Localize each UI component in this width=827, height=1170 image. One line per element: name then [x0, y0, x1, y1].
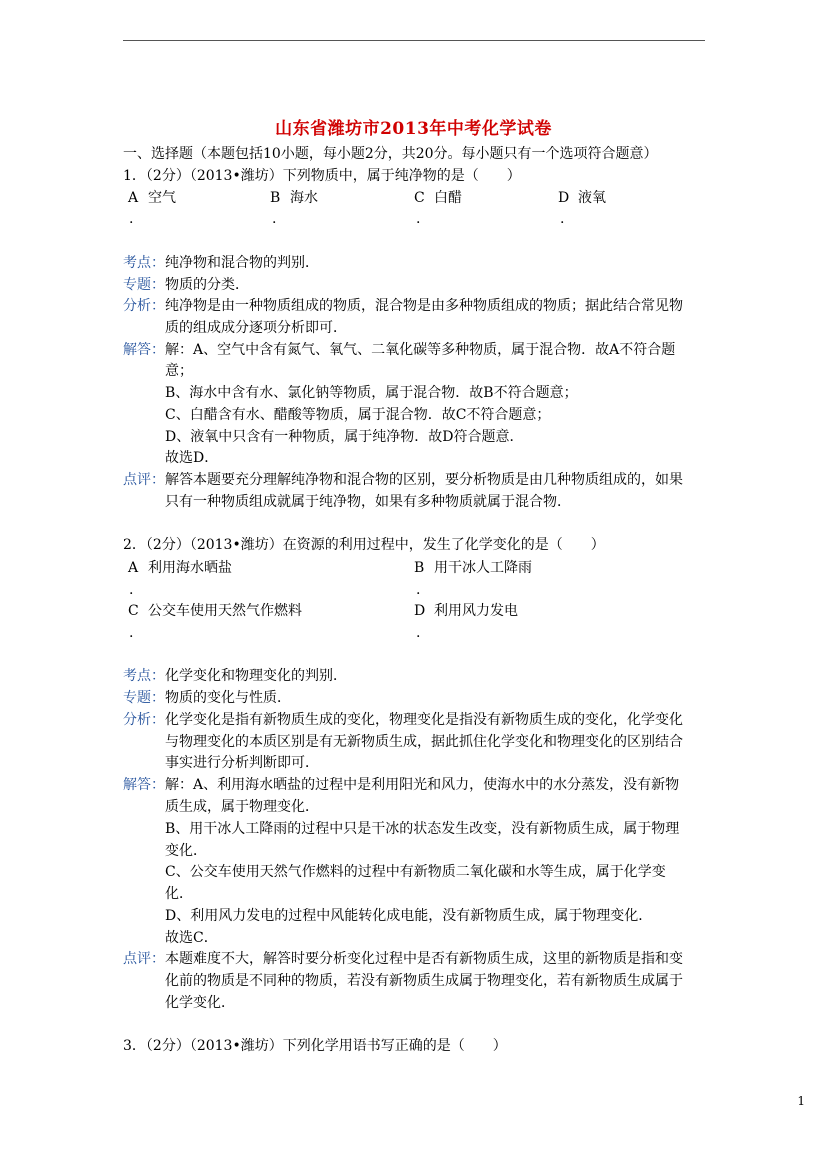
option-dot: . — [416, 582, 421, 598]
option-dot: . — [416, 211, 421, 227]
q1-jieda-line: D、液氧中只含有一种物质，属于纯净物．故D符合题意． — [165, 429, 524, 445]
q2-option-c: C 公交车使用天然气作燃料 — [128, 603, 302, 619]
q2-option-d: D 利用风力发电 — [414, 603, 518, 619]
q2-kaodian: 考点：化学变化和物理变化的判别． — [123, 668, 347, 684]
q2-stem: 2．（2分）（2013•潍坊）在资源的利用过程中，发生了化学变化的是（ ） — [123, 537, 605, 553]
page-number: 1 — [797, 1094, 805, 1108]
section-header: 一、选择题（本题包括10小题，每小题2分，共20分。每小题只有一个选项符合题意） — [123, 146, 658, 162]
option-dot: . — [129, 582, 134, 598]
q1-jieda-line: 意； — [165, 363, 193, 379]
q1-option-b: B 海水 — [270, 190, 318, 206]
q2-jieda-line: 变化． — [165, 843, 207, 859]
q2-jieda-line: 化． — [165, 886, 193, 902]
q1-jieda-line: B、海水中含有水、氯化钠等物质，属于混合物．故B不符合题意； — [165, 385, 578, 401]
q2-dianping-line: 化前的物质是不同种的物质，若没有新物质生成属于物理变化，若有新物质生成属于 — [165, 973, 683, 989]
q1-option-a: A 空气 — [128, 190, 176, 206]
q2-jieda-line: C、公交车使用天然气作燃料的过程中有新物质二氧化碳和水等生成，属于化学变 — [165, 864, 666, 880]
q2-jieda: 解答：解：A、利用海水晒盐的过程中是利用阳光和风力，使海水中的水分蒸发，没有新物 — [123, 777, 680, 793]
header-rule — [123, 40, 705, 41]
q1-kaodian: 考点：纯净物和混合物的判别． — [123, 255, 319, 271]
q2-dianping-line: 化学变化． — [165, 995, 235, 1011]
q2-jieda-line: D、利用风力发电的过程中风能转化成电能，没有新物质生成，属于物理变化． — [165, 908, 653, 924]
q2-fenxi: 分析：化学变化是指有新物质生成的变化，物理变化是指没有新物质生成的变化，化学变化 — [123, 712, 683, 728]
q2-jieda-line: 故选C． — [165, 930, 218, 946]
q1-option-d: D 液氧 — [558, 190, 606, 206]
q1-fenxi-line: 质的组成成分逐项分析即可． — [165, 320, 347, 336]
document-title: 山东省潍坊市2013年中考化学试卷 — [275, 119, 552, 139]
q3-stem: 3．（2分）（2013•潍坊）下列化学用语书写正确的是（ ） — [123, 1038, 507, 1054]
q2-fenxi-line: 事实进行分析判断即可． — [165, 755, 319, 771]
q2-jieda-line: 质生成，属于物理变化． — [165, 799, 319, 815]
option-dot: . — [560, 211, 565, 227]
q1-jieda-line: C、白醋含有水、醋酸等物质，属于混合物．故C不符合题意； — [165, 407, 551, 423]
q1-option-c: C 白醋 — [414, 190, 462, 206]
q2-dianping: 点评：本题难度不大，解答时要分析变化过程中是否有新物质生成，这里的新物质是指和变 — [123, 951, 683, 967]
q1-stem: 1．（2分）（2013•潍坊）下列物质中，属于纯净物的是（ ） — [123, 168, 521, 184]
option-dot: . — [129, 211, 134, 227]
option-dot: . — [129, 625, 134, 641]
q2-jieda-line: B、用干冰人工降雨的过程中只是干冰的状态发生改变，没有新物质生成，属于物理 — [165, 821, 680, 837]
option-dot: . — [272, 211, 277, 227]
q2-option-b: B 用干冰人工降雨 — [414, 560, 532, 576]
option-dot: . — [416, 625, 421, 641]
q1-dianping-line: 只有一种物质组成就属于纯净物，如果有多种物质就属于混合物． — [165, 494, 571, 510]
q1-fenxi: 分析：纯净物是由一种物质组成的物质，混合物是由多种物质组成的物质；据此结合常见物 — [123, 298, 683, 314]
q1-zhuanti: 专题：物质的分类． — [123, 277, 249, 293]
q1-dianping: 点评：解答本题要充分理解纯净物和混合物的区别，要分析物质是由几种物质组成的，如果 — [123, 472, 683, 488]
q1-jieda: 解答：解：A、空气中含有氮气、氧气、二氧化碳等多种物质，属于混合物．故A不符合题 — [123, 342, 676, 358]
q2-fenxi-line: 与物理变化的本质区别是有无新物质生成，据此抓住化学变化和物理变化的区别结合 — [165, 734, 683, 750]
q2-zhuanti: 专题：物质的变化与性质． — [123, 690, 291, 706]
q1-jieda-line: 故选D． — [165, 450, 219, 466]
q2-option-a: A 利用海水晒盐 — [128, 560, 232, 576]
